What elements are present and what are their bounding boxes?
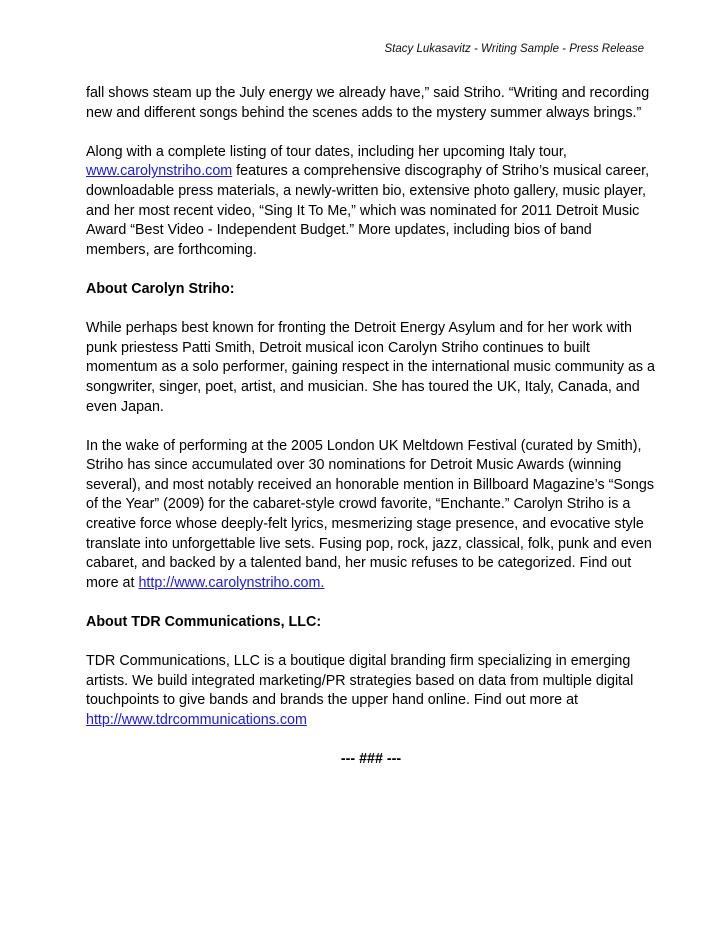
paragraph-quote-continued: fall shows steam up the July energy we already have,” said Striho. “Writing and recording new and different songs behind the scenes adds to the mystery summer always brings.”: [86, 85, 650, 121]
page-header: Stacy Lukasavitz - Writing Sample - Press Release: [384, 43, 644, 55]
heading-about-carolyn: About Carolyn Striho:: [86, 280, 235, 297]
carolyn-site-link[interactable]: http://www.carolynstriho.com.: [138, 574, 325, 591]
paragraph-tdr-text: TDR Communications, LLC is a boutique digital branding firm specializing in emerging artists. We build integrated marketing/PR strategies based on data from multiple digital touchpoints to give bands and brands the upper hand online. Find out more at: [86, 653, 634, 709]
paragraph-bio: While perhaps best known for fronting the Detroit Energy Asylum and for her work with punk priestess Patti Smith, Detroit musical icon Carolyn Striho continues to built momentum as a solo performer, gaining respect in the international music community as a songwriter, singer, poet, artist, and musician. She has toured the UK, Italy, Canada, and even Japan.: [86, 320, 655, 415]
heading-about-tdr: About TDR Communications, LLC:: [86, 614, 322, 631]
tdr-site-link[interactable]: http://www.tdrcommunications.com: [86, 712, 307, 728]
paragraph-achievements-text: In the wake of performing at the 2005 London UK Meltdown Festival (curated by Smith), Striho has since accumulated over 30 nominations for Detroit Music Awards (winning several), and most notably received an honorable mention in Billboard Magazine’s “Songs of the Year” (2009) for the cabaret-style crowd favorite, “Enchante.” Carolyn Striho is a creative force whose deeply-felt lyrics, mesmerizing stage presence, and evocative style translate into unforgettable live sets. Fusing pop, rock, jazz, classical, folk, punk and even cabaret, and backed by a talented band, her music refuses to be categorized. Find out more at: [86, 437, 654, 591]
document-body: [86, 84, 656, 770]
website-link[interactable]: www.carolynstriho.com: [86, 163, 233, 180]
paragraph-achievements: [86, 437, 656, 594]
paragraph-tdr: [86, 652, 656, 730]
paragraph-website-intro: Along with a complete listing of tour dates, including her upcoming Italy tour,: [86, 143, 567, 160]
paragraph-website: [86, 143, 656, 261]
paragraph-website-rest: features a comprehensive discography of Striho’s musical career, downloadable press materials, a newly-written bio, extensive photo gallery, music player, and her most recent video, “Sing It To Me,” which was nominated for 2011 Detroit Music Award “Best Video - Independent Budget.” More updates, including bios of band members, are forthcoming.: [86, 163, 650, 258]
end-mark: --- ### ---: [340, 751, 402, 768]
